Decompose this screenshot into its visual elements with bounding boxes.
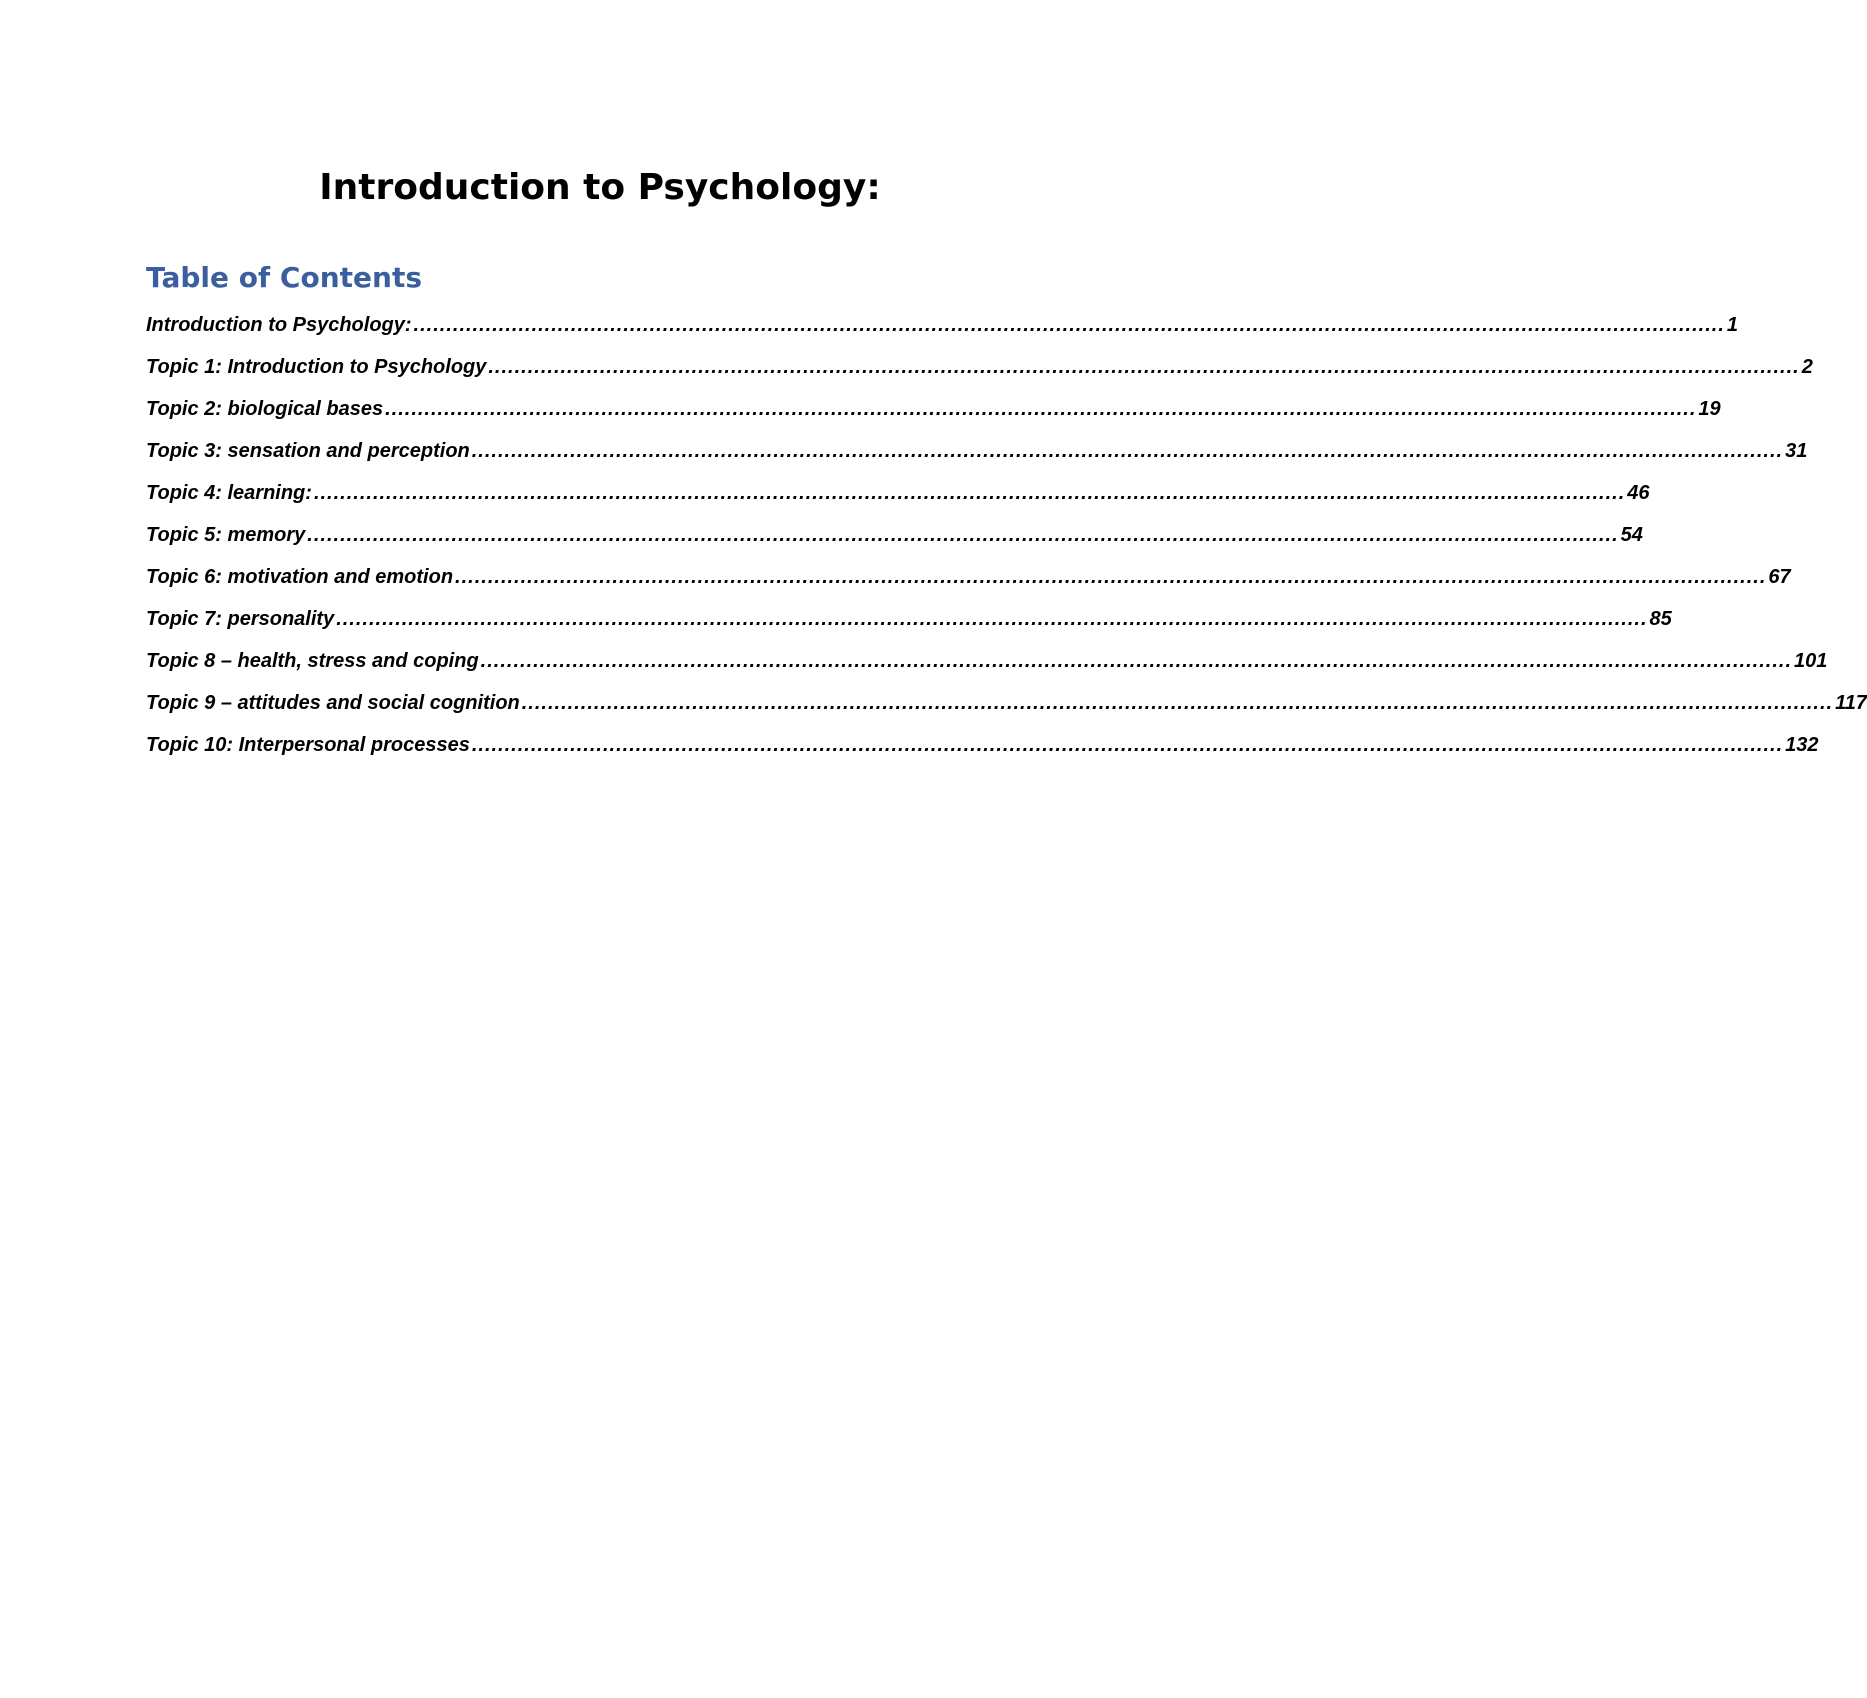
toc-dot-leader: ........................................................................................................................................................................................................ — [480, 650, 1792, 672]
toc-entry-page: 101 — [1794, 650, 1828, 672]
toc-dot-leader: ........................................................................................................................................................................................................ — [307, 524, 1619, 546]
toc-entry-topic-6[interactable] — [146, 563, 1791, 605]
toc-dot-leader: ........................................................................................................................................................................................................ — [413, 314, 1725, 336]
toc-heading: Table of Contents — [146, 261, 423, 294]
toc-entry-topic-5[interactable] — [146, 521, 1643, 563]
toc-entry-page: 46 — [1627, 482, 1650, 504]
toc-dot-leader: ........................................................................................................................................................................................................ — [336, 608, 1648, 630]
toc-entry-label: Topic 1: Introduction to Psychology — [146, 356, 487, 378]
toc-entry-topic-10[interactable] — [146, 731, 1819, 773]
toc-dot-leader: ........................................................................................................................................................................................................ — [471, 440, 1784, 462]
toc-entry-topic-8[interactable] — [146, 647, 1828, 689]
document-title: Introduction to Psychology: — [319, 167, 881, 208]
toc-entry-label: Topic 9 – attitudes and social cognition — [146, 692, 520, 714]
toc-entry-page: 1 — [1726, 314, 1738, 336]
toc-entry-topic-2[interactable] — [146, 395, 1721, 437]
toc-entry-label: Topic 7: personality — [146, 608, 335, 630]
toc-entry-topic-1[interactable] — [146, 353, 1813, 395]
toc-entry-topic-4[interactable] — [146, 479, 1650, 521]
toc-dot-leader: ........................................................................................................................................................................................................ — [455, 566, 1767, 588]
toc-entry-label: Topic 5: memory — [146, 524, 306, 546]
toc-entry-page: 132 — [1785, 734, 1819, 756]
toc-entry-label: Topic 3: sensation and perception — [146, 440, 470, 462]
toc-entry-label: Topic 4: learning: — [146, 482, 312, 504]
toc-entry-page: 2 — [1801, 356, 1813, 378]
toc-dot-leader: ........................................................................................................................................................................................................ — [385, 398, 1697, 420]
toc-entry-page: 54 — [1620, 524, 1643, 546]
toc-dot-leader: ........................................................................................................................................................................................................ — [313, 482, 1626, 504]
toc-dot-leader: ........................................................................................................................................................................................................ — [521, 692, 1834, 714]
toc-entry-page: 19 — [1698, 398, 1721, 420]
toc-entry-topic-3[interactable] — [146, 437, 1808, 479]
toc-dot-leader: ........................................................................................................................................................................................................ — [488, 356, 1800, 378]
toc-entry-label: Topic 10: Interpersonal processes — [146, 734, 470, 756]
toc-entry-label: Topic 2: biological bases — [146, 398, 384, 420]
toc-entry-page: 31 — [1785, 440, 1808, 462]
toc-entry-label: Topic 8 – health, stress and coping — [146, 650, 479, 672]
toc-list — [146, 311, 1867, 773]
toc-entry-topic-7[interactable] — [146, 605, 1672, 647]
toc-dot-leader: ........................................................................................................................................................................................................ — [471, 734, 1784, 756]
toc-entry-page: 117 — [1835, 692, 1867, 714]
toc-entry-page: 67 — [1768, 566, 1791, 588]
toc-entry-introduction[interactable] — [146, 311, 1738, 353]
toc-entry-page: 85 — [1649, 608, 1672, 630]
toc-entry-label: Introduction to Psychology: — [146, 314, 412, 336]
toc-entry-topic-9[interactable] — [146, 689, 1867, 731]
toc-entry-label: Topic 6: motivation and emotion — [146, 566, 454, 588]
